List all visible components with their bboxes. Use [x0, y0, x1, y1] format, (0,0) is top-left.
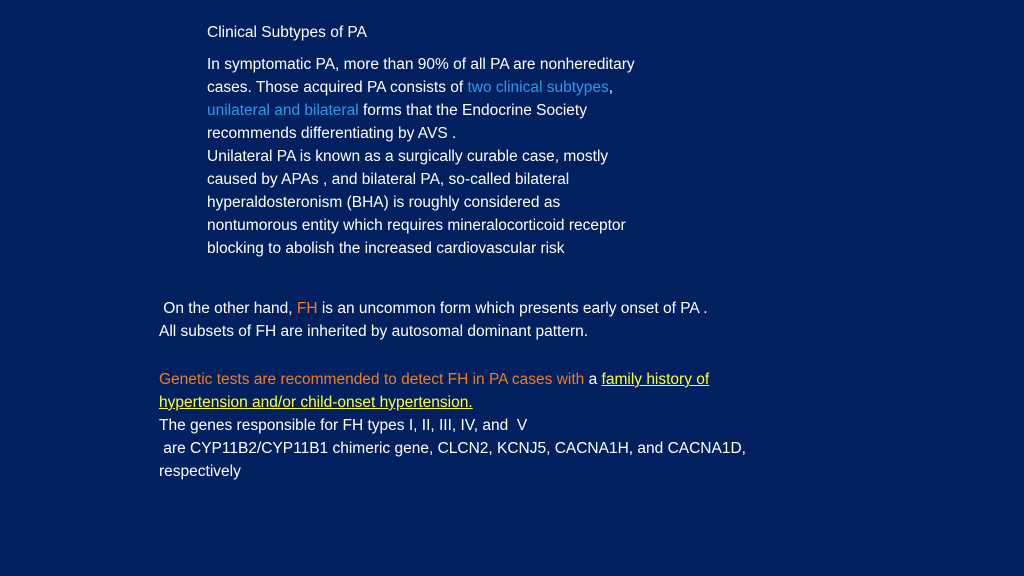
text-line: hyperaldosteronism (BHA) is roughly considered as	[207, 194, 561, 211]
text-line: All subsets of FH are inherited by autosomal dominant pattern.	[159, 323, 589, 340]
fh-paragraph	[159, 297, 819, 343]
highlight-fh: FH	[296, 300, 318, 317]
slide-title: Clinical Subtypes of PA	[207, 24, 367, 41]
text-line: On the other hand, FH is an uncommon form which presents early onset of PA .	[159, 300, 708, 317]
text-line: respectively	[159, 463, 241, 480]
text-line: Unilateral PA is known as a surgically curable case, mostly	[207, 148, 609, 165]
text-line: are CYP11B2/CYP11B1 chimeric gene, CLCN2, KCNJ5, CACNA1H, and CACNA1D,	[159, 440, 746, 457]
family-history-link-continued[interactable]: hypertension and/or child-onset hypertension.	[159, 394, 473, 411]
text-line: unilateral and bilateral forms that the Endocrine Society	[207, 102, 587, 119]
text-line: blocking to abolish the increased cardiovascular risk	[207, 240, 565, 257]
highlight-clinical-subtypes: two clinical subtypes	[467, 79, 609, 96]
highlight-genetic-tests: Genetic tests are recommended to detect FH in PA cases with	[159, 371, 585, 388]
genetic-tests-paragraph	[159, 368, 819, 483]
text-line	[159, 391, 819, 414]
text-line: nontumorous entity which requires mineralocorticoid receptor	[207, 217, 626, 234]
highlight-unilateral-bilateral: unilateral and bilateral	[207, 102, 359, 119]
subtypes-paragraph	[207, 53, 727, 260]
text-line: Genetic tests are recommended to detect FH in PA cases with a family history of	[159, 371, 710, 388]
text-line: The genes responsible for FH types I, II, III, IV, and V	[159, 417, 528, 434]
text-line: recommends differentiating by AVS .	[207, 125, 457, 142]
text-line: In symptomatic PA, more than 90% of all PA are nonhereditary	[207, 56, 635, 73]
family-history-link[interactable]: family history of	[601, 371, 710, 388]
text-line: cases. Those acquired PA consists of two clinical subtypes,	[207, 79, 614, 96]
text-line: caused by APAs , and bilateral PA, so-called bilateral	[207, 171, 570, 188]
